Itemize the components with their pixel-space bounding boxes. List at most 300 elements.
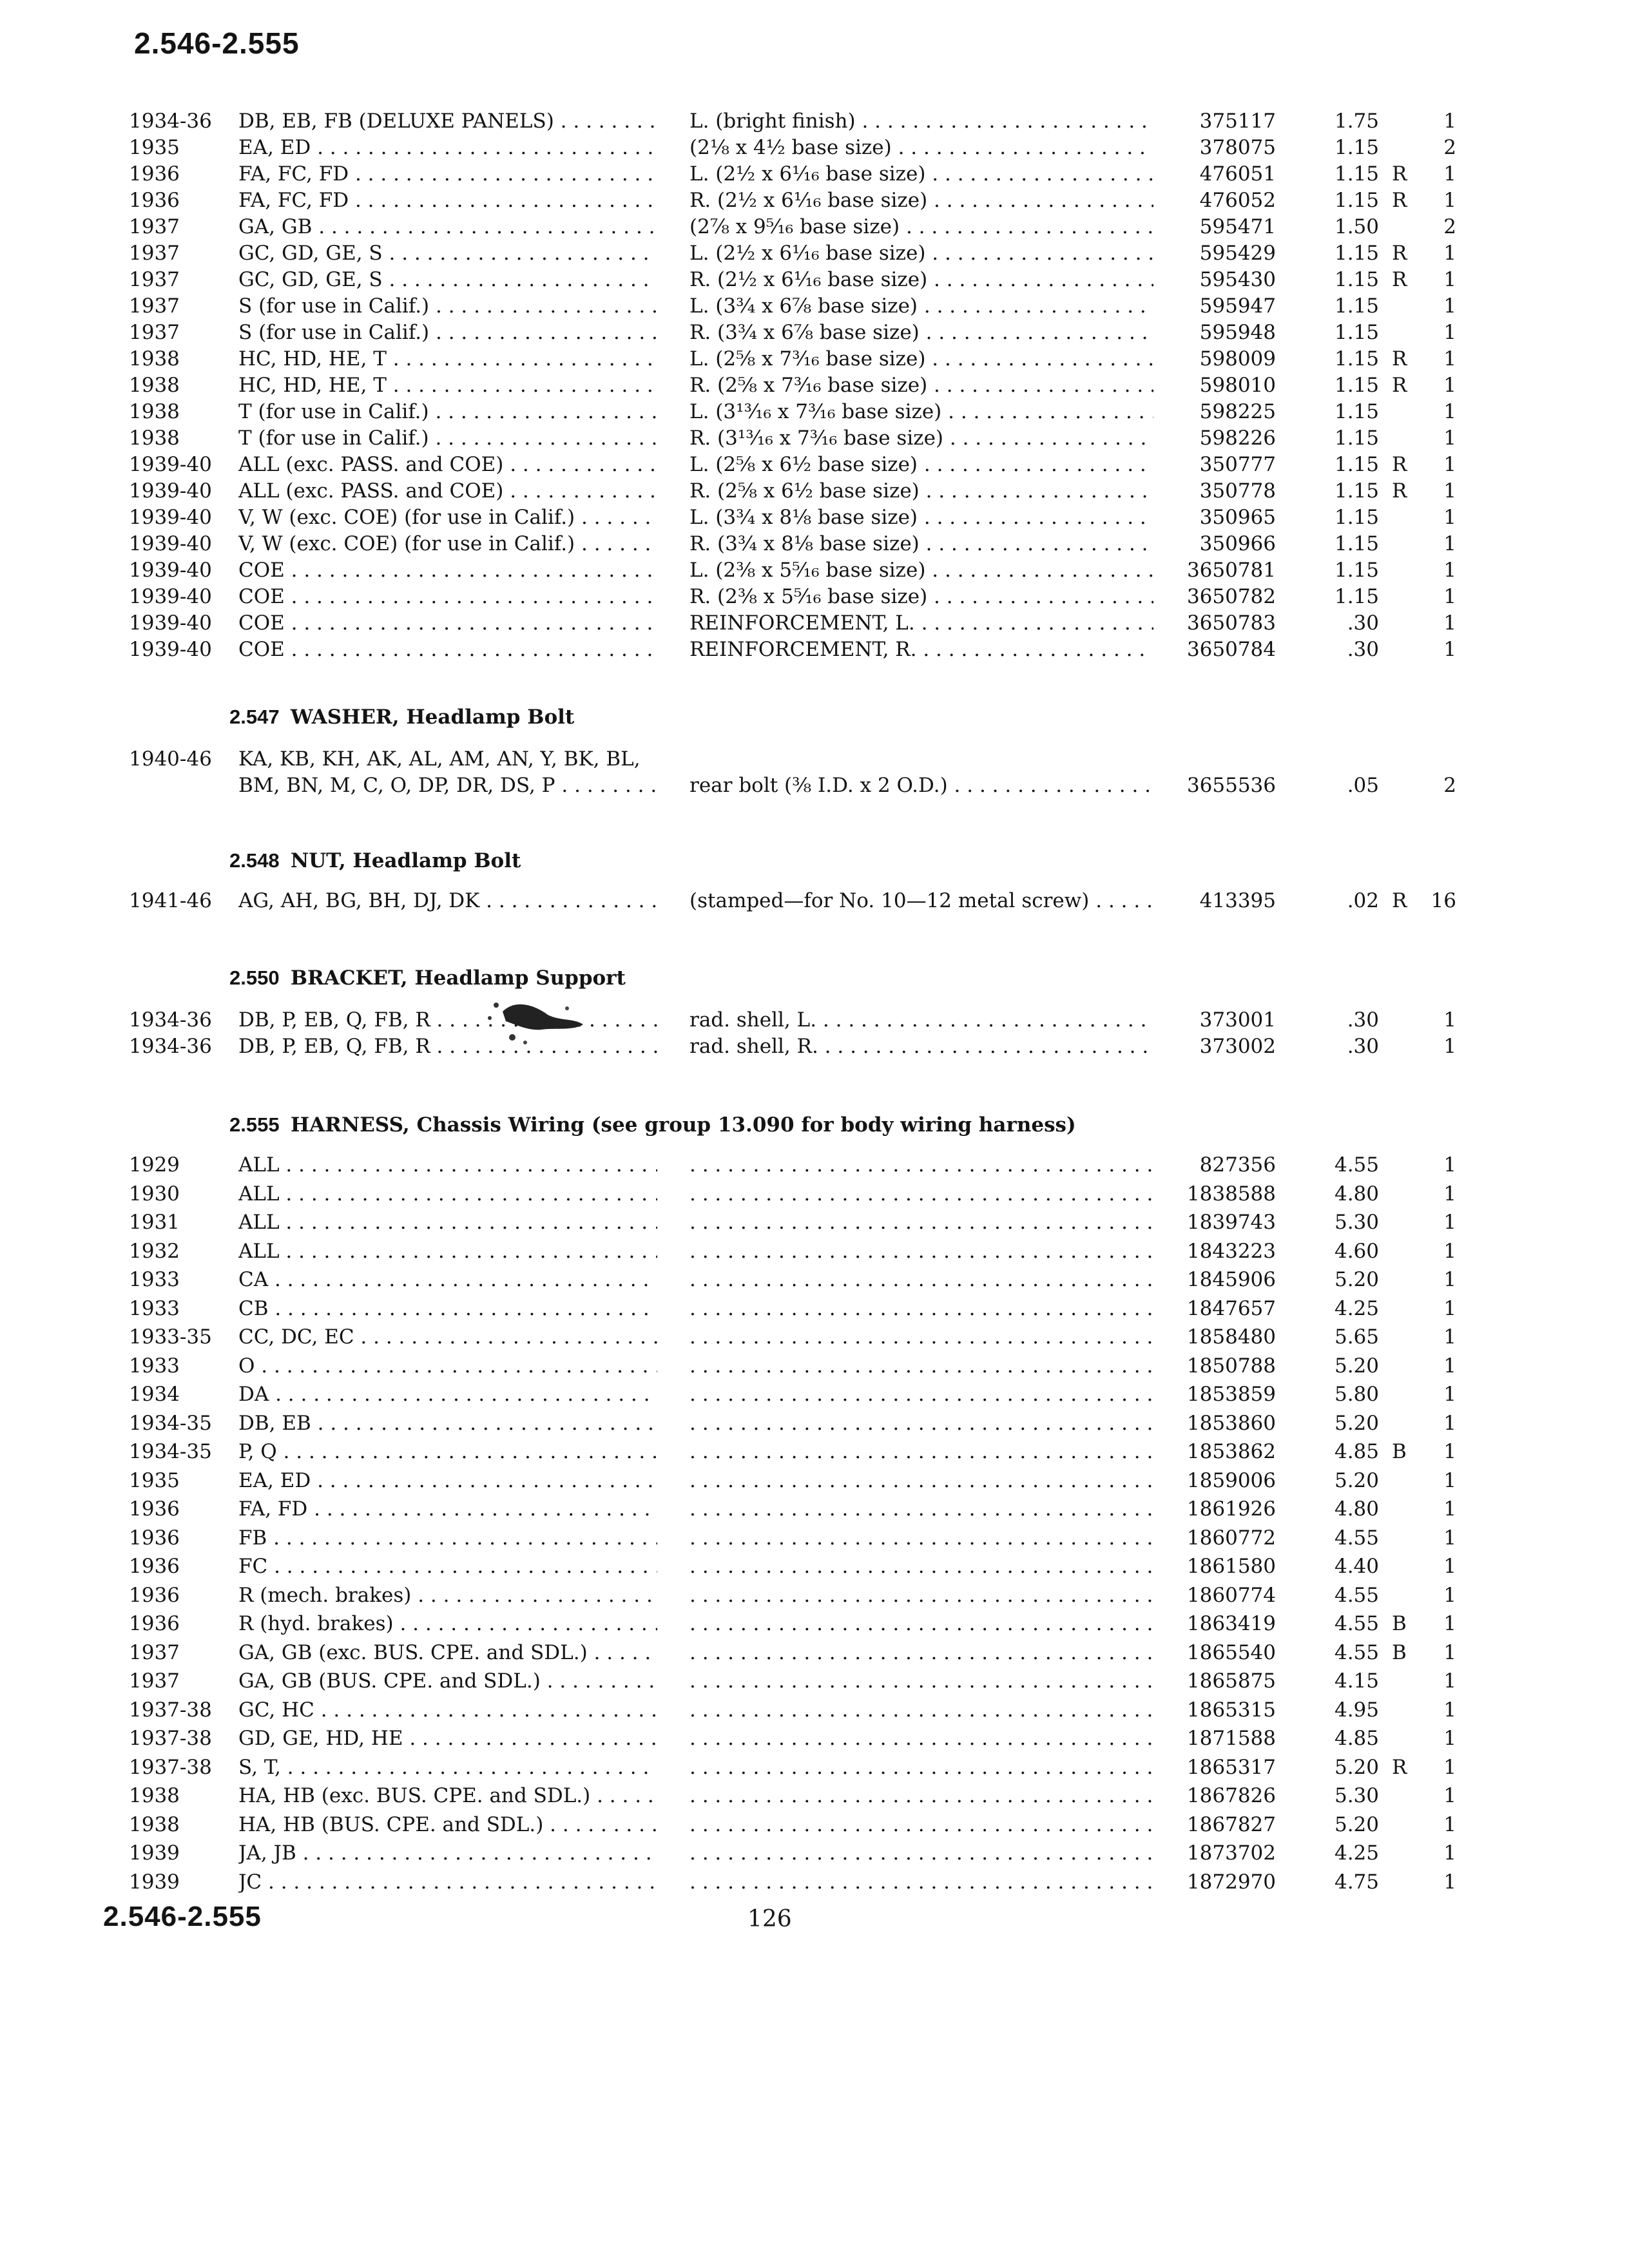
quantity-cell: 1 <box>1443 427 1456 450</box>
price-cell: 4.55 <box>1334 1583 1379 1607</box>
price-cell: 1.15 <box>1334 321 1379 344</box>
leader-dots <box>689 1354 1153 1378</box>
leader-dots <box>689 1469 1153 1492</box>
models-cell: JA, JB . . . <box>238 1841 657 1865</box>
price-cell: 5.65 <box>1334 1325 1379 1349</box>
models-cell: ALL (exc. PASS. and COE) . . . <box>238 453 657 476</box>
parts-row <box>0 1813 1629 1842</box>
part-number-cell: 598226 <box>1199 427 1276 450</box>
quantity-cell: 1 <box>1443 110 1456 133</box>
year-cell: 1936 <box>129 1497 180 1521</box>
group-2547-list <box>0 747 1629 800</box>
quantity-cell: 1 <box>1443 453 1456 476</box>
models-cell-line2: BM, BN, M, C, O, DP, DR, DS, P . . . <box>238 774 657 797</box>
year-cell: 1939-40 <box>129 479 212 503</box>
quantity-cell: 1 <box>1443 559 1456 582</box>
parts-row <box>0 1412 1629 1441</box>
year-cell: 1937-38 <box>129 1698 212 1722</box>
price-cell: 1.15 <box>1334 506 1379 529</box>
parts-row <box>0 1240 1629 1269</box>
quantity-cell: 1 <box>1443 1870 1456 1894</box>
quantity-cell: 1 <box>1443 1296 1456 1320</box>
models-cell: GC, GD, GE, S . . . <box>238 268 657 291</box>
section-2547-heading <box>229 706 574 729</box>
part-number-cell: 378075 <box>1199 136 1276 159</box>
parts-row <box>0 374 1629 400</box>
parts-row <box>0 1268 1629 1297</box>
year-cell: 1933-35 <box>129 1325 212 1349</box>
part-number-cell: 1865317 <box>1186 1755 1276 1779</box>
parts-row <box>0 1870 1629 1899</box>
part-number-cell: 595947 <box>1199 294 1276 318</box>
models-cell: GA, GB (exc. BUS. CPE. and SDL.) . . . <box>238 1641 657 1664</box>
description-cell: R. (2½ x 6¹⁄₁₆ base size) . . . <box>689 189 1153 212</box>
quantity-cell: 1 <box>1443 532 1456 555</box>
description-cell: L. (3¾ x 8⅛ base size) . . . <box>689 506 1153 529</box>
leader-dots <box>689 1584 1153 1607</box>
price-cell: 4.60 <box>1334 1239 1379 1263</box>
leader-dots <box>689 1497 1153 1521</box>
description-cell: R. (2⅝ x 6½ base size) . . . <box>689 479 1153 503</box>
price-cell: .02 <box>1347 889 1379 912</box>
price-cell: 4.85 <box>1334 1440 1379 1463</box>
price-cell: 1.15 <box>1334 347 1379 370</box>
parts-row <box>0 638 1629 664</box>
part-number-cell: 595429 <box>1199 242 1276 265</box>
year-cell: 1937 <box>129 321 180 344</box>
page-header-code: 2.546-2.555 <box>134 26 300 60</box>
part-number-cell: 3650783 <box>1186 611 1276 635</box>
models-cell: S (for use in Calif.) . . . <box>238 294 657 318</box>
part-number-cell: 1867826 <box>1186 1784 1276 1807</box>
price-cell: 5.20 <box>1334 1468 1379 1492</box>
year-cell: 1938 <box>129 400 180 423</box>
price-cell: 1.15 <box>1334 585 1379 608</box>
quantity-cell: 1 <box>1443 374 1456 397</box>
year-cell: 1937 <box>129 1640 180 1664</box>
year-cell: 1937 <box>129 294 180 318</box>
price-cell: 4.85 <box>1334 1727 1379 1750</box>
price-cell: 5.20 <box>1334 1354 1379 1378</box>
parts-row <box>0 453 1629 479</box>
leader-dots <box>689 1325 1153 1349</box>
part-number-cell: 1867827 <box>1186 1812 1276 1836</box>
leader-dots <box>689 1756 1153 1779</box>
year-cell: 1937 <box>129 1669 180 1693</box>
quantity-cell: 2 <box>1443 774 1456 797</box>
leader-dots <box>689 1153 1153 1177</box>
quantity-cell: 1 <box>1443 189 1456 212</box>
quantity-cell: 1 <box>1443 1239 1456 1263</box>
year-cell: 1934 <box>129 1383 180 1406</box>
flag-cell: R <box>1392 268 1407 291</box>
quantity-cell: 1 <box>1443 1411 1456 1435</box>
section-2550-heading <box>229 966 626 990</box>
models-cell: FA, FC, FD . . . <box>238 162 657 186</box>
leader-dots <box>689 1182 1153 1206</box>
models-cell: ALL (exc. PASS. and COE) . . . <box>238 479 657 503</box>
leader-dots <box>689 1526 1153 1550</box>
price-cell: 1.15 <box>1334 268 1379 291</box>
leader-dots <box>689 1870 1153 1894</box>
section-code: 2.555 <box>229 1113 280 1136</box>
models-cell: DB, P, EB, Q, FB, R . . . <box>238 1008 657 1032</box>
quantity-cell: 1 <box>1443 611 1456 635</box>
quantity-cell: 1 <box>1443 294 1456 318</box>
parts-row <box>0 1584 1629 1613</box>
part-number-cell: 1863419 <box>1186 1612 1276 1635</box>
description-cell: (2⅛ x 4½ base size) . . . <box>689 136 1153 159</box>
models-cell: O . . . <box>238 1354 657 1378</box>
year-cell: 1934-36 <box>129 1035 212 1058</box>
page-number: 126 <box>747 1906 792 1932</box>
year-cell: 1937 <box>129 242 180 265</box>
year-cell: 1936 <box>129 1583 180 1607</box>
price-cell: 1.15 <box>1334 136 1379 159</box>
parts-row <box>0 1211 1629 1240</box>
description-cell: REINFORCEMENT, L. . . . <box>689 611 1153 635</box>
part-number-cell: 1861580 <box>1186 1555 1276 1578</box>
leader-dots <box>689 1412 1153 1435</box>
parts-row <box>0 1354 1629 1383</box>
year-cell: 1932 <box>129 1239 180 1263</box>
models-cell: CA . . . <box>238 1268 657 1291</box>
price-cell: 4.25 <box>1334 1296 1379 1320</box>
section-code: 2.547 <box>229 706 280 728</box>
price-cell: 4.75 <box>1334 1870 1379 1894</box>
parts-row <box>0 1669 1629 1698</box>
year-cell: 1936 <box>129 1526 180 1550</box>
parts-row <box>0 1756 1629 1785</box>
year-cell: 1931 <box>129 1211 180 1234</box>
quantity-cell: 1 <box>1443 585 1456 608</box>
models-cell: R (hyd. brakes) . . . <box>238 1612 657 1635</box>
section-title: WASHER, Headlamp Bolt <box>290 706 575 729</box>
quantity-cell: 1 <box>1443 1008 1456 1032</box>
models-cell: DB, EB . . . <box>238 1412 657 1435</box>
models-cell: JC . . . <box>238 1870 657 1894</box>
year-cell: 1939-40 <box>129 559 212 582</box>
models-cell: HC, HD, HE, T . . . <box>238 374 657 397</box>
part-number-cell: 1853859 <box>1186 1383 1276 1406</box>
leader-dots <box>689 1555 1153 1578</box>
quantity-cell: 1 <box>1443 638 1456 661</box>
models-cell: HA, HB (exc. BUS. CPE. and SDL.) . . . <box>238 1784 657 1807</box>
models-cell: ALL . . . <box>238 1211 657 1234</box>
models-cell: S (for use in Calif.) . . . <box>238 321 657 344</box>
parts-row <box>0 1497 1629 1526</box>
part-number-cell: 1872970 <box>1186 1870 1276 1894</box>
flag-cell: R <box>1392 347 1407 370</box>
models-cell: CC, DC, EC . . . <box>238 1325 657 1349</box>
parts-row <box>0 479 1629 506</box>
flag-cell: B <box>1392 1440 1407 1463</box>
parts-row <box>0 611 1629 638</box>
price-cell: 4.80 <box>1334 1182 1379 1206</box>
price-cell: 1.15 <box>1334 559 1379 582</box>
leader-dots <box>689 1383 1153 1406</box>
parts-row <box>0 427 1629 453</box>
parts-row <box>0 1440 1629 1469</box>
price-cell: 5.20 <box>1334 1812 1379 1836</box>
quantity-cell: 1 <box>1443 506 1456 529</box>
year-cell: 1934-36 <box>129 110 212 133</box>
part-number-cell: 3650782 <box>1186 585 1276 608</box>
description-cell: L. (3¹³⁄₁₆ x 7³⁄₁₆ base size) . . . <box>689 400 1153 423</box>
part-number-cell: 1861926 <box>1186 1497 1276 1521</box>
section-2555-heading <box>229 1113 1076 1137</box>
page-footer-code: 2.546-2.555 <box>103 1901 262 1932</box>
part-number-cell: 827356 <box>1199 1153 1276 1177</box>
models-cell: FB . . . <box>238 1526 657 1550</box>
quantity-cell: 1 <box>1443 1153 1456 1177</box>
year-cell: 1939-40 <box>129 585 212 608</box>
models-cell: CB . . . <box>238 1297 657 1320</box>
models-cell: GA, GB (BUS. CPE. and SDL.) . . . <box>238 1669 657 1693</box>
models-cell: GC, GD, GE, S . . . <box>238 242 657 265</box>
group-2548-list <box>0 889 1629 916</box>
models-cell: GD, GE, HD, HE . . . <box>238 1727 657 1750</box>
price-cell: 5.20 <box>1334 1411 1379 1435</box>
year-cell: 1937-38 <box>129 1755 212 1779</box>
price-cell: 5.30 <box>1334 1211 1379 1234</box>
description-cell: L. (2½ x 6¹⁄₁₆ base size) . . . <box>689 242 1153 265</box>
leader-dots <box>689 1841 1153 1865</box>
models-cell: ALL . . . <box>238 1182 657 1206</box>
description-cell: rad. shell, L. . . . <box>689 1008 1153 1032</box>
leader-dots <box>689 1641 1153 1664</box>
part-number-cell: 350777 <box>1199 453 1276 476</box>
parts-row <box>0 1182 1629 1211</box>
leader-dots <box>689 1784 1153 1807</box>
models-cell: COE . . . <box>238 611 657 635</box>
year-cell: 1937 <box>129 215 180 238</box>
models-cell: FA, FD . . . <box>238 1497 657 1521</box>
part-number-cell: 350778 <box>1199 479 1276 503</box>
price-cell: 4.40 <box>1334 1555 1379 1578</box>
description-cell: R. (2½ x 6¹⁄₁₆ base size) . . . <box>689 268 1153 291</box>
price-cell: 1.50 <box>1334 215 1379 238</box>
parts-row <box>0 889 1629 916</box>
group-2550-list <box>0 1008 1629 1061</box>
part-number-cell: 476052 <box>1199 189 1276 212</box>
parts-row <box>0 400 1629 427</box>
leader-dots <box>689 1698 1153 1722</box>
part-number-cell: 413395 <box>1199 889 1276 912</box>
flag-cell: R <box>1392 889 1407 912</box>
price-cell: 1.75 <box>1334 110 1379 133</box>
year-cell: 1938 <box>129 1812 180 1836</box>
year-cell: 1939 <box>129 1841 180 1865</box>
part-number-cell: 1871588 <box>1186 1727 1276 1750</box>
parts-row <box>0 559 1629 585</box>
year-cell: 1936 <box>129 1555 180 1578</box>
models-cell: ALL . . . <box>238 1240 657 1263</box>
quantity-cell: 1 <box>1443 242 1456 265</box>
quantity-cell: 1 <box>1443 347 1456 370</box>
parts-row <box>0 747 1629 800</box>
price-cell: .30 <box>1347 1008 1379 1032</box>
price-cell: 4.55 <box>1334 1526 1379 1550</box>
parts-row <box>0 1153 1629 1182</box>
price-cell: 1.15 <box>1334 453 1379 476</box>
year-cell: 1934-35 <box>129 1411 212 1435</box>
models-cell: FC . . . <box>238 1555 657 1578</box>
quantity-cell: 1 <box>1443 1841 1456 1865</box>
models-cell: COE . . . <box>238 559 657 582</box>
parts-row <box>0 1035 1629 1061</box>
models-cell: EA, ED . . . <box>238 136 657 159</box>
part-number-cell: 598009 <box>1199 347 1276 370</box>
section-2548-heading <box>229 849 521 872</box>
year-cell: 1938 <box>129 347 180 370</box>
price-cell: 4.95 <box>1334 1698 1379 1722</box>
parts-row <box>0 1727 1629 1756</box>
section-title: BRACKET, Headlamp Support <box>290 966 626 990</box>
quantity-cell: 1 <box>1443 1640 1456 1664</box>
part-number-cell: 598010 <box>1199 374 1276 397</box>
models-cell: V, W (exc. COE) (for use in Calif.) . . . <box>238 532 657 555</box>
leader-dots <box>689 1813 1153 1836</box>
flag-cell: R <box>1392 453 1407 476</box>
part-number-cell: 375117 <box>1199 110 1276 133</box>
year-cell: 1938 <box>129 427 180 450</box>
part-number-cell: 1843223 <box>1186 1239 1276 1263</box>
parts-row <box>0 1841 1629 1870</box>
models-cell: HC, HD, HE, T . . . <box>238 347 657 370</box>
parts-row <box>0 1297 1629 1326</box>
description-cell: R. (2⅜ x 5⁵⁄₁₆ base size) . . . <box>689 585 1153 608</box>
description-cell: L. (3¾ x 6⅞ base size) . . . <box>689 294 1153 318</box>
description-cell: L. (2½ x 6¹⁄₁₆ base size) . . . <box>689 162 1153 186</box>
quantity-cell: 1 <box>1443 1555 1456 1578</box>
year-cell: 1934-36 <box>129 1008 212 1032</box>
part-number-cell: 1847657 <box>1186 1296 1276 1320</box>
price-cell: 4.25 <box>1334 1841 1379 1865</box>
models-cell: ALL . . . <box>238 1153 657 1177</box>
year-cell: 1939-40 <box>129 532 212 555</box>
parts-row <box>0 1383 1629 1412</box>
parts-row <box>0 162 1629 189</box>
quantity-cell: 1 <box>1443 400 1456 423</box>
year-cell: 1933 <box>129 1268 180 1291</box>
year-cell: 1938 <box>129 1784 180 1807</box>
year-cell: 1929 <box>129 1153 180 1177</box>
leader-dots <box>689 1268 1153 1291</box>
price-cell: 4.80 <box>1334 1497 1379 1521</box>
year-cell: 1939-40 <box>129 506 212 529</box>
year-cell: 1940-46 <box>129 747 212 771</box>
description-cell: R. (3¾ x 8⅛ base size) . . . <box>689 532 1153 555</box>
year-cell: 1936 <box>129 189 180 212</box>
price-cell: 1.15 <box>1334 374 1379 397</box>
models-cell: GA, GB . . . <box>238 215 657 238</box>
part-number-cell: 1853862 <box>1186 1440 1276 1463</box>
year-cell: 1941-46 <box>129 889 212 912</box>
year-cell: 1939-40 <box>129 638 212 661</box>
part-number-cell: 3650781 <box>1186 559 1276 582</box>
section-code: 2.548 <box>229 849 280 872</box>
quantity-cell: 1 <box>1443 1440 1456 1463</box>
parts-row <box>0 1555 1629 1584</box>
parts-row <box>0 585 1629 611</box>
part-number-cell: 1850788 <box>1186 1354 1276 1378</box>
part-number-cell: 3655536 <box>1186 774 1276 797</box>
quantity-cell: 1 <box>1443 1211 1456 1234</box>
year-cell: 1930 <box>129 1182 180 1206</box>
part-number-cell: 1860774 <box>1186 1583 1276 1607</box>
quantity-cell: 1 <box>1443 1812 1456 1836</box>
models-cell: T (for use in Calif.) . . . <box>238 427 657 450</box>
year-cell: 1939-40 <box>129 611 212 635</box>
parts-row <box>0 532 1629 559</box>
quantity-cell: 1 <box>1443 1526 1456 1550</box>
quantity-cell: 1 <box>1443 1698 1456 1722</box>
models-cell: FA, FC, FD . . . <box>238 189 657 212</box>
leader-dots <box>689 1727 1153 1750</box>
models-cell: COE . . . <box>238 585 657 608</box>
year-cell: 1935 <box>129 136 180 159</box>
description-cell: R. (3¹³⁄₁₆ x 7³⁄₁₆ base size) . . . <box>689 427 1153 450</box>
section-title: HARNESS, Chassis Wiring (see group 13.090 for body wiring harness) <box>290 1113 1076 1137</box>
part-number-cell: 373001 <box>1199 1008 1276 1032</box>
leader-dots <box>689 1669 1153 1693</box>
flag-cell: R <box>1392 242 1407 265</box>
price-cell: 5.20 <box>1334 1268 1379 1291</box>
part-number-cell: 595948 <box>1199 321 1276 344</box>
parts-row <box>0 347 1629 374</box>
part-number-cell: 1873702 <box>1186 1841 1276 1865</box>
part-number-cell: 1853860 <box>1186 1411 1276 1435</box>
ink-smudge <box>477 992 593 1050</box>
parts-row <box>0 110 1629 136</box>
part-number-cell: 350966 <box>1199 532 1276 555</box>
description-cell: L. (2⅜ x 5⁵⁄₁₆ base size) . . . <box>689 559 1153 582</box>
models-cell: DA . . . <box>238 1383 657 1406</box>
quantity-cell: 1 <box>1443 1669 1456 1693</box>
section-title: NUT, Headlamp Bolt <box>290 849 521 872</box>
price-cell: 5.30 <box>1334 1784 1379 1807</box>
quantity-cell: 1 <box>1443 1612 1456 1635</box>
price-cell: .05 <box>1347 774 1379 797</box>
quantity-cell: 2 <box>1443 215 1456 238</box>
parts-row <box>0 294 1629 321</box>
leader-dots <box>689 1297 1153 1320</box>
part-number-cell: 1858480 <box>1186 1325 1276 1349</box>
description-cell: rear bolt (⅜ I.D. x 2 O.D.) . . . <box>689 774 1153 797</box>
price-cell: .30 <box>1347 1035 1379 1058</box>
parts-row <box>0 1469 1629 1498</box>
year-cell: 1933 <box>129 1354 180 1378</box>
models-cell: EA, ED . . . <box>238 1469 657 1492</box>
price-cell: 4.55 <box>1334 1612 1379 1635</box>
description-cell: R. (3¾ x 6⅞ base size) . . . <box>689 321 1153 344</box>
quantity-cell: 1 <box>1443 1727 1456 1750</box>
year-cell: 1935 <box>129 1468 180 1492</box>
flag-cell: R <box>1392 374 1407 397</box>
price-cell: 1.15 <box>1334 294 1379 318</box>
models-cell: T (for use in Calif.) . . . <box>238 400 657 423</box>
quantity-cell: 2 <box>1443 136 1456 159</box>
part-number-cell: 350965 <box>1199 506 1276 529</box>
part-number-cell: 1865875 <box>1186 1669 1276 1693</box>
flag-cell: B <box>1392 1612 1407 1635</box>
section-code: 2.550 <box>229 966 280 989</box>
part-number-cell: 595471 <box>1199 215 1276 238</box>
quantity-cell: 1 <box>1443 479 1456 503</box>
price-cell: 5.80 <box>1334 1383 1379 1406</box>
part-number-cell: 1860772 <box>1186 1526 1276 1550</box>
